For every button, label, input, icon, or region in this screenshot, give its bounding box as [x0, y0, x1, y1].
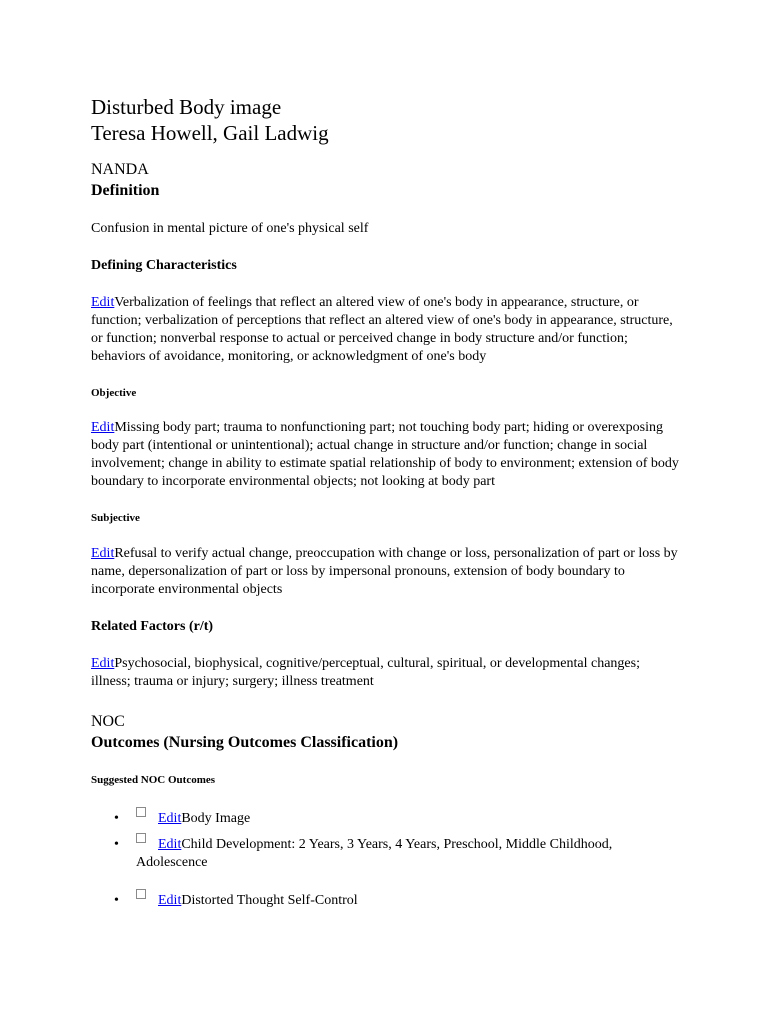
edit-link-objective[interactable]: Edit [91, 420, 115, 435]
subjective-text: Refusal to verify actual change, preoccupation with change or loss, personalization of part or loss by name, depersonalization of part or loss by impersonal pronouns, extension of body boundary to incorporate environmental objects [91, 546, 678, 597]
edit-link-distorted-thought[interactable]: Edit [158, 893, 182, 908]
subjective-paragraph [91, 545, 681, 599]
definition-text: Confusion in mental picture of one's physical self [91, 221, 369, 236]
nanda-heading: NANDA [91, 161, 149, 178]
list-item [91, 892, 671, 910]
noc-outcomes-heading: Outcomes (Nursing Outcomes Classification) [91, 734, 399, 751]
list-item [91, 836, 671, 872]
defining-characteristics-paragraph [91, 294, 681, 366]
objective-text: Missing body part; trauma to nonfunctioning part; not touching body part; hiding or overexposing body part (intentional or unintentional); actual change in structure and/or function; change in social involvement; change in ability to estimate spatial relationship of body to environment; extension of body boundary to incorporate environmental objects; not looking at body part [91, 420, 679, 489]
defining-characteristics-heading: Defining Characteristics [91, 258, 237, 273]
objective-paragraph [91, 419, 681, 491]
edit-link-body-image[interactable]: Edit [158, 811, 182, 826]
edit-link-related-factors[interactable]: Edit [91, 656, 115, 671]
definition-heading: Definition [91, 182, 160, 199]
bullet-icon: • [114, 837, 119, 852]
page-title [91, 94, 768, 146]
list-item [91, 810, 671, 828]
noc-item-text: Distorted Thought Self-Control [181, 893, 358, 908]
title-line-1: Disturbed Body image [91, 95, 282, 119]
checkbox[interactable] [136, 807, 146, 817]
edit-link-subjective[interactable]: Edit [91, 546, 115, 561]
edit-link-defining-characteristics[interactable]: Edit [91, 295, 115, 310]
noc-item-text: Body Image [181, 811, 251, 826]
noc-heading: NOC [91, 713, 125, 730]
noc-outcomes-list [91, 810, 671, 910]
bullet-icon: • [114, 811, 119, 826]
defining-characteristics-text: Verbalization of feelings that reflect an altered view of one's body in appearance, structure, or function; verbalization of perceptions that reflect an altered view of one's body in appearance, structure, or function; nonverbal response to actual or perceived change in body structure and/or function; behaviors of avoidance, monitoring, or acknowledgment of one's body [91, 295, 673, 364]
subjective-heading: Subjective [91, 512, 140, 524]
checkbox[interactable] [136, 833, 146, 843]
noc-item-text: Child Development: 2 Years, 3 Years, 4 Years, Preschool, Middle Childhood, Adolescence [136, 837, 613, 870]
objective-heading: Objective [91, 387, 137, 399]
related-factors-paragraph [91, 655, 681, 691]
related-factors-text: Psychosocial, biophysical, cognitive/perceptual, cultural, spiritual, or developmental changes; illness; trauma or injury; surgery; illness treatment [91, 656, 640, 689]
edit-link-child-development[interactable]: Edit [158, 837, 182, 852]
bullet-icon: • [114, 893, 119, 908]
related-factors-heading: Related Factors (r/t) [91, 619, 214, 634]
suggested-noc-outcomes-heading: Suggested NOC Outcomes [91, 774, 216, 786]
checkbox[interactable] [136, 889, 146, 899]
title-authors: Teresa Howell, Gail Ladwig [91, 121, 329, 145]
